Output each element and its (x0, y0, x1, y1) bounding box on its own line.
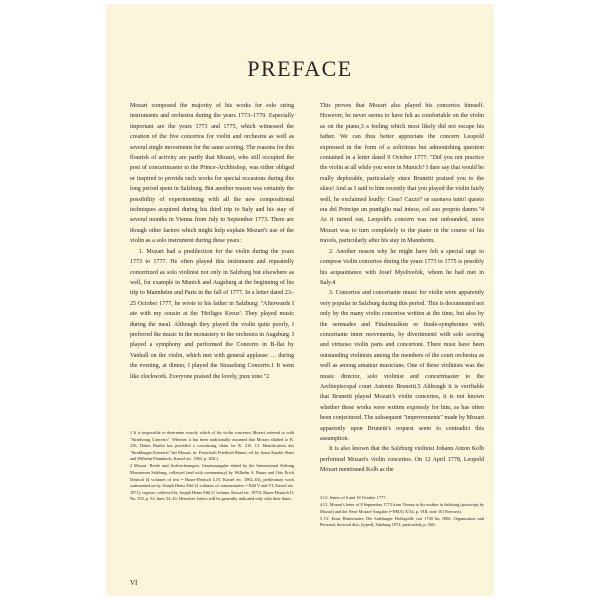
paragraph: This proves that Mozart also played his concertos himself. However, he never seems to have felt as comfortable on the violin as on the piano,3 a feeling which most likely did not escape his father. We can thus better appreciate the concern Leopold expressed in the form of a solicitous but admonishing question contained in a letter dated 9 October 1777: "Did you not practice the violin at all while you were in Munich? I dare say that would be really deplorable, particularly since Brunetti praised you to the skies! And as I said to him recently that you played the violin fairly well, he exclaimed loudly: Cosa? Cazzo? se suonava tutto! questo era del Principe un puntiglio mal inteso, col suo proprio danno."4 As it turned out, Leopold's concern was not unfounded, since Mozart was to turn completely to the piano in the course of his travels, particularly after his stay in Mannheim. (320, 103, 484, 245)
paragraph: It is also known that the Salzburg violinist Johann Anton Kolb performed Mozart's violin concertos. On 12 April 1778, Leopold Mozart mentioned Kolb as the (320, 446, 484, 474)
footnote: 3 Cf. letters of 6 and 18 October 1777. (320, 495, 387, 500)
footnotes-right (320, 495, 484, 529)
page-number: VI (130, 579, 138, 587)
page-title: PREFACE (247, 56, 353, 81)
footnote: 2 Mozart. Briefe und Aufzeichnungen, Gesamtausgabe edited by the International Stiftung Mozarteum Salzburg, collected (and with commentary) by Wilhelm A. Bauer and Otto Erich Deutsch (4 volumes of text = Bauer-Deutsch I–IV, Kassel etc. 1962–63), preliminary work commented on by Joseph Heinz Eibl (2 volumes of commentaries = Eibl V and VI, Kassel etc. 1971), register, collected by Joseph Heinz Eibl (1 volume, Kassel etc. 1975): Bauer-Deutsch II, No. 355, p. 92, lines 34–43. Hereafter, letters will be generally indicated only with their dates. (130, 463, 294, 502)
footnote: 5 Cf. Ernst Hintermaier, Die Salzburger Hofkapelle von 1700 bis 1806. Organisation und Personal, doctoral diss. (typed), Salzburg 1972, particularly p. 56ff. (320, 515, 484, 528)
document-page (106, 4, 494, 596)
footnote: 1 It is impossible to determine exactly which of his violin concertos Mozart referred to with "Strasbourg Concerto". Whereas it has been traditionally assumed that Mozart alluded to K. 216, Dénes Bartha has provided a convincing claim for K. 216. Cf. Identification des "Straßburger Konzerts" bei Mozart, in: Festschrift Friedrich Blume, ed. by Anna Amalie Abert and Wilhelm Pfannkuch, Kassel etc. 1963, p. 30ff.). (130, 430, 294, 462)
paragraph: 1. Mozart had a predilection for the violin during the years 1773 to 1777. He often played this instrument and repeatedly concertized as solo violinist not only in Salzburg but elsewhere as well, for example in Munich and Augsburg at the beginning of his trip to Mannheim and Paris in the fall of 1777. In a letter dated 23–25 October 1777, he wrote to his father in Salzburg: "Afterwards I ate with my cousin at the 'Heiliges Kreuz'. They played music during the meal. Although they played the violin quite poorly, I preferred the music in the monastery to the orchestra in Augsburg. I played a symphony and performed the Concerto in B-flat by Vanhall on the violin, which met with general applause … during the evening, at dinner, I played the Strassburg Concerto.1 It went like clockwork. Everyone praised the lovely, pure tone."2 (130, 248, 294, 380)
footnote: 4 Cf. Mozart's letter of 8 September 1773 from Vienna to his mother in Salzburg (postscript by Mozart) and the Neue Mozart-Ausgabe (=NMA) X/34, p. VIII, note 10 (Nowsert). (320, 502, 484, 514)
paragraph: 3. Concertos and concertante music for violin were apparently very popular in Salzburg during this period. This is documented not only by the many violin concertos written at the time, but also by the serenades and Finalmusiken or finale-symphonies with concertante inner movements, by divertimenti with solo scoring and virtuoso violin parts and concertoni. There must have been outstanding violinists among the members of the court orchestra as well as among amateur musicians. One of these violinists was the music director, solo violinist and concertmaster to the Archiepiscopal court Antonio Brunetti.5 Although it is verifiable that Brunetti played Mozart's violin concertos, it is not known whether these works were written expressly for him, as has often been conjectured. The subsequent "improvements" made by Mozart apparently upon Brunetti's request seem to contradict this assumption. (320, 290, 485, 442)
left-column (130, 101, 294, 382)
footnotes-left (130, 430, 294, 504)
paragraph: Mozart composed the majority of his works for solo string instruments and orchestra during the years 1773–1779. Especially important are the years 1773 and 1775, which witnessed the creation of the five concertos for violin and orchestra as well as several single movements for the same scoring. The reasons for this flourish of activity are partly that Mozart, who still occupied the post of concertmaster to the Prince-Archbishop, was either obliged or inspired to provide such works for special occasions during this long period spent in Salzburg. But another reason was certainly the possibility of experimenting with all the new compositional techniques acquired during his third trip to Italy and his stay of several months in Vienna from July to September 1773. There are though other factors which might help explain Mozart's use of the violin as a solo instrument during these years: (130, 103, 294, 245)
right-column (320, 101, 484, 476)
paragraph: 2. Another reason why he might have felt a special urge to compose violin concertos during the years 1773 to 1775 is possibly his acquaintance with Josef Mysliveček, whom he had met in Italy.4 (320, 248, 484, 286)
